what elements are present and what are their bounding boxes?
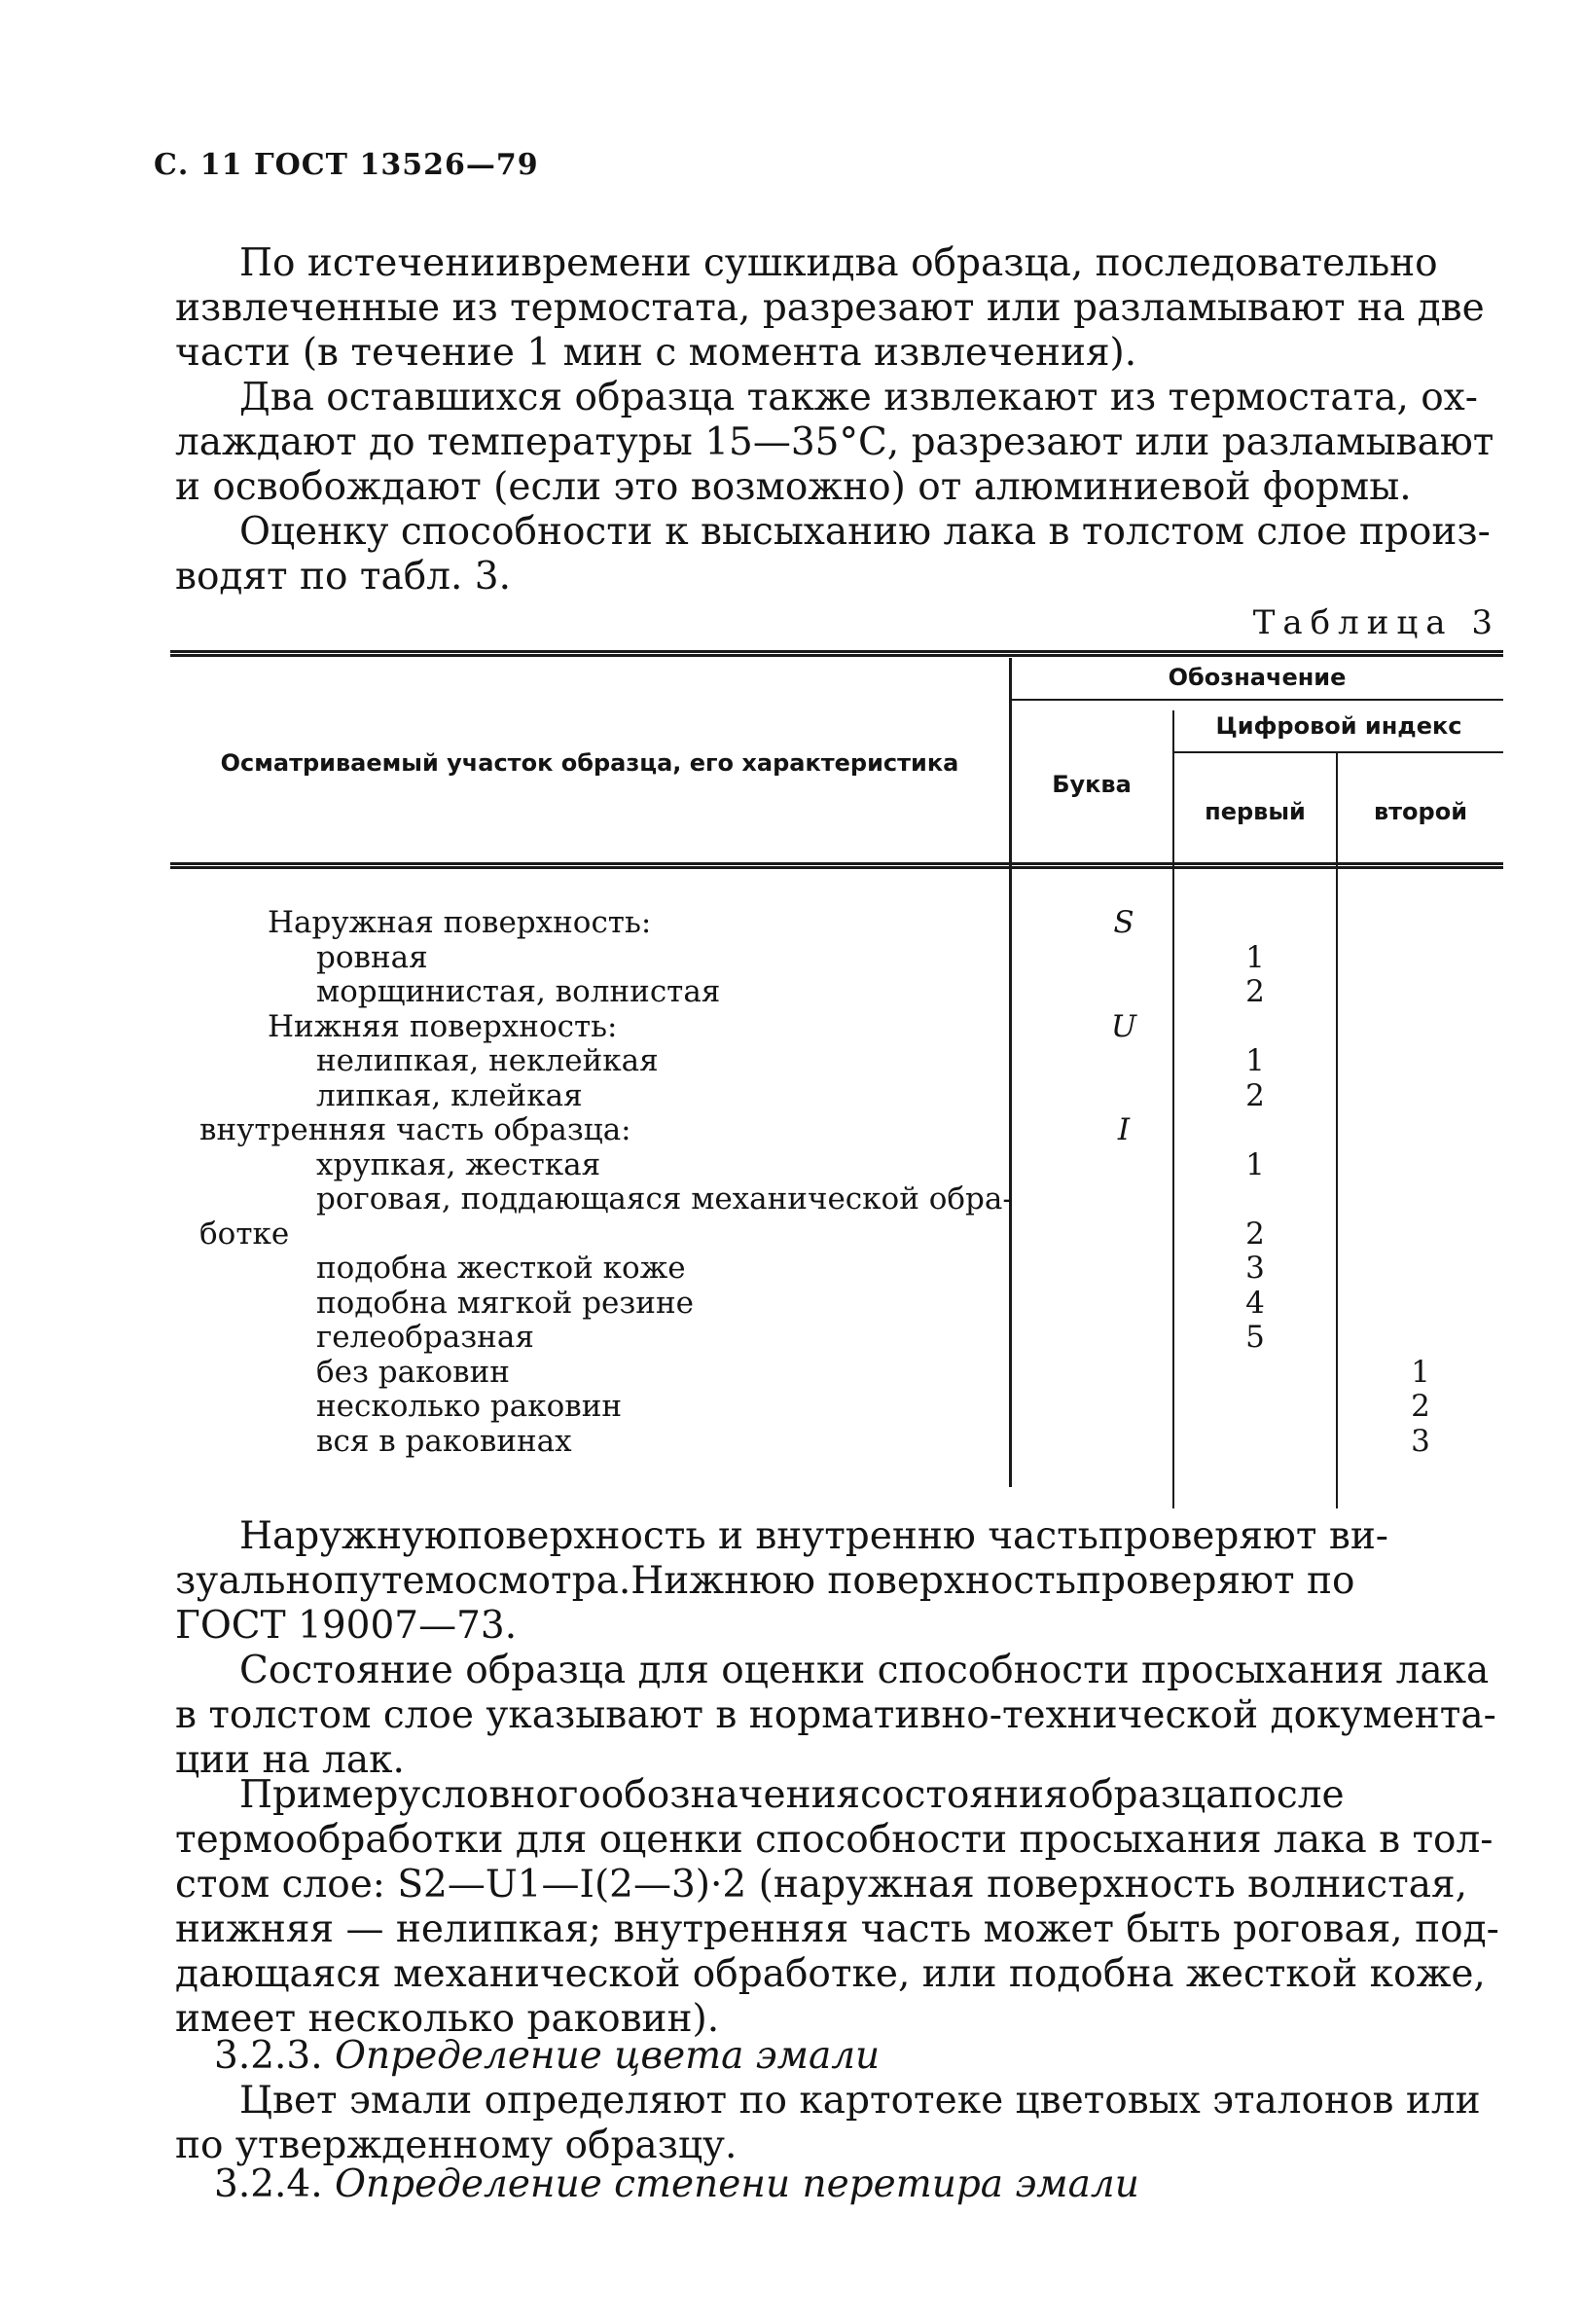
row-characteristic: несколько раковин: [316, 1389, 623, 1424]
text-line: [175, 376, 1500, 420]
row-characteristic: ботке: [199, 1216, 290, 1252]
text-fragment: и освобождают (если это возможно) от алюминиевой формы.: [175, 465, 1412, 509]
text-fragment: проверяют ви-: [1098, 1514, 1388, 1558]
text-fragment: Цвет эмали определяют по картотеке цветовых эталонов или: [239, 2079, 1481, 2123]
text-fragment: проверяют по: [1076, 1559, 1355, 1603]
text-fragment: ГОСТ 19007—73.: [175, 1604, 518, 1648]
table-row: [170, 1043, 1503, 1078]
text-fragment: путем: [333, 1559, 454, 1603]
row-first-index: 5: [1245, 1320, 1265, 1355]
section-3-2-3: [214, 2034, 880, 2078]
paragraph-evaluation: [175, 510, 1500, 599]
header-first: первый: [1205, 798, 1306, 825]
row-first-index: 1: [1245, 1043, 1265, 1078]
row-characteristic: подобна мягкой резине: [316, 1285, 694, 1321]
text-fragment: Наружную: [239, 1514, 457, 1558]
row-characteristic: гелеобразная: [316, 1320, 534, 1355]
row-letter: U: [1110, 1008, 1137, 1044]
row-letter: S: [1113, 905, 1134, 940]
row-characteristic: морщинистая, волнистая: [316, 974, 721, 1009]
section-title: Определение цвета эмали: [335, 2034, 881, 2078]
text-line: [175, 555, 1500, 599]
table-row: [170, 974, 1503, 1009]
text-fragment: Пример: [239, 1773, 399, 1817]
text-line: [175, 1514, 1500, 1559]
table-row: [170, 1389, 1503, 1424]
text-fragment: Нижнюю поверхность: [630, 1559, 1076, 1603]
section-number: 3.2.3.: [214, 2034, 323, 2078]
section-3-2-4: [214, 2162, 1139, 2206]
page-header: С. 11 ГОСТ 13526—79: [154, 148, 539, 182]
table-row: [170, 1112, 1503, 1147]
text-line: [175, 510, 1500, 555]
text-fragment: лаждают до температуры 15—35°С, разрезают или разламывают: [175, 420, 1494, 464]
row-characteristic: Наружная поверхность:: [268, 905, 652, 940]
text-fragment: термообработки для оценки способности просыхания лака в тол-: [175, 1818, 1494, 1862]
table-row: [170, 1424, 1503, 1459]
table-row: [170, 1286, 1503, 1321]
text-fragment: зуально: [175, 1559, 334, 1603]
text-fragment: времени сушки: [521, 241, 832, 285]
text-fragment: осмотра.: [453, 1559, 631, 1603]
text-fragment: дающаяся механической обработке, или подобна жесткой коже,: [175, 1952, 1486, 1996]
row-characteristic: нелипкая, неклейкая: [316, 1043, 659, 1078]
text-fragment: имеет несколько раковин).: [175, 1997, 720, 2041]
table-row: [170, 1147, 1503, 1182]
text-line: [175, 2079, 1500, 2124]
text-fragment: Два оставшихся образца также извлекают из термостата, ох-: [239, 376, 1478, 419]
row-characteristic: без раковин: [316, 1354, 510, 1390]
table-row: [170, 1320, 1503, 1355]
table-row: [170, 1181, 1503, 1216]
paragraph-remaining-samples: [175, 376, 1500, 510]
text-fragment: в толстом слое указывают в нормативно-технической документа-: [175, 1693, 1496, 1737]
row-first-index: 2: [1245, 1077, 1265, 1113]
text-line: [175, 1649, 1500, 1693]
section-title: Определение степени перетира эмали: [335, 2162, 1139, 2206]
table-row: [170, 1355, 1503, 1390]
row-characteristic: вся в раковинах: [316, 1423, 572, 1459]
text-fragment: стом слое: S2—U1—I(2—3)·2 (наружная поверхность волнистая,: [175, 1863, 1467, 1906]
row-characteristic: ровная: [316, 939, 428, 975]
text-line: [175, 420, 1500, 465]
section-number: 3.2.4.: [214, 2162, 323, 2206]
table-row: [170, 1078, 1503, 1113]
row-characteristic: роговая, поддающаяся механической обра-: [316, 1181, 1013, 1216]
text-fragment: Состояние образца для оценки способности просыхания лака: [239, 1649, 1490, 1692]
text-fragment: ции на лак.: [175, 1738, 405, 1782]
text-fragment: Оценку способности к высыханию лака в толстом слое произ-: [239, 510, 1491, 554]
paragraph-example: [175, 1773, 1500, 2042]
paragraph-color: [175, 2079, 1500, 2168]
text-line: [175, 286, 1500, 331]
row-first-index: 1: [1245, 1146, 1265, 1182]
row-characteristic: внутренняя часть образца:: [199, 1112, 631, 1147]
paragraph-drying-time: [175, 241, 1500, 376]
text-fragment: по утвержденному образцу.: [175, 2124, 738, 2167]
text-line: [175, 241, 1500, 286]
text-fragment: состояния: [860, 1773, 1068, 1817]
text-line: [175, 1818, 1500, 1863]
table-body: [170, 905, 1503, 1458]
header-letter: Буква: [1052, 771, 1132, 798]
text-fragment: условного: [398, 1773, 601, 1817]
row-first-index: 3: [1245, 1251, 1265, 1286]
text-line: [175, 1863, 1500, 1907]
text-fragment: образца: [1067, 1773, 1229, 1817]
row-first-index: 2: [1245, 1216, 1265, 1252]
table-row: [170, 940, 1503, 975]
row-second-index: 3: [1411, 1423, 1430, 1459]
row-second-index: 1: [1411, 1354, 1430, 1390]
table-row: [170, 1251, 1503, 1286]
header-digit-index: Цифровой индекс: [1215, 712, 1462, 740]
text-line: [175, 331, 1500, 376]
header-second: второй: [1373, 798, 1468, 825]
row-first-index: 2: [1245, 974, 1265, 1009]
text-fragment: нижняя — нелипкая; внутренняя часть может быть роговая, под-: [175, 1907, 1499, 1951]
text-fragment: извлеченные из термостата, разрезают или разламывают на две: [175, 286, 1485, 330]
text-line: [175, 1952, 1500, 1997]
table-row: [170, 905, 1503, 940]
row-characteristic: подобна жесткой коже: [316, 1251, 686, 1286]
text-line: [175, 1773, 1500, 1818]
row-first-index: 4: [1245, 1285, 1265, 1321]
table-caption: Таблица 3: [1252, 603, 1500, 642]
text-line: [175, 1907, 1500, 1952]
text-line: [175, 465, 1500, 510]
text-fragment: водят по табл. 3.: [175, 555, 511, 599]
header-area: Осматриваемый участок образца, его характеристика: [220, 749, 959, 777]
text-fragment: два образца, последовательно: [831, 241, 1438, 285]
row-first-index: 1: [1245, 939, 1265, 975]
paragraph-sample-state: [175, 1649, 1500, 1783]
table-row: [170, 1216, 1503, 1252]
text-fragment: части (в течение 1 мин с момента извлечения).: [175, 331, 1137, 375]
row-characteristic: хрупкая, жесткая: [316, 1146, 601, 1182]
text-fragment: По истечении: [239, 241, 522, 285]
row-characteristic: Нижняя поверхность:: [268, 1008, 618, 1044]
text-line: [175, 1604, 1500, 1649]
header-designation: Обозначение: [1168, 664, 1347, 691]
table-row: [170, 1009, 1503, 1044]
row-second-index: 2: [1411, 1389, 1430, 1424]
paragraph-inspection: [175, 1514, 1500, 1649]
text-fragment: обозначения: [600, 1773, 861, 1817]
text-fragment: поверхность и внутренню часть: [456, 1514, 1098, 1558]
text-line: [175, 1559, 1500, 1604]
row-letter: I: [1117, 1112, 1131, 1147]
row-characteristic: липкая, клейкая: [316, 1077, 583, 1113]
text-line: [175, 1693, 1500, 1738]
text-fragment: после: [1228, 1773, 1345, 1817]
table-3: [170, 650, 1503, 1487]
